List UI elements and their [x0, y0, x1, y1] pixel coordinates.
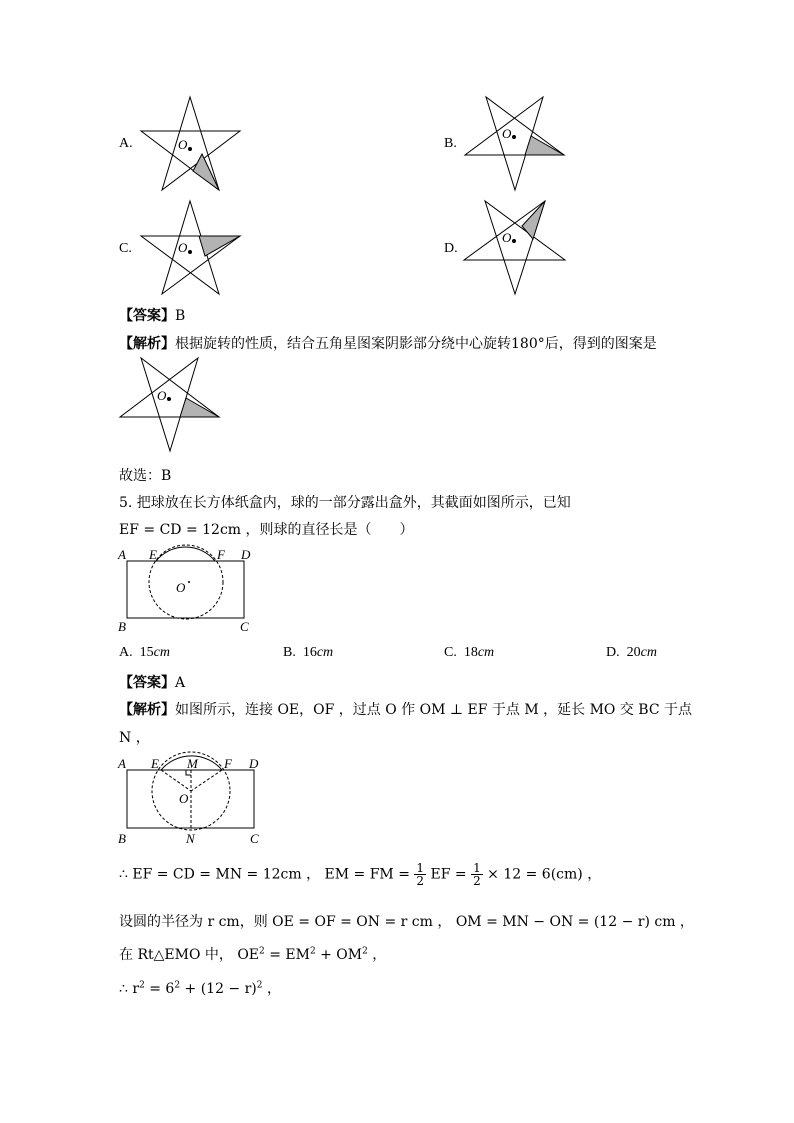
center-o-label-result: O	[157, 388, 167, 403]
fig2-label-n: N	[186, 831, 195, 846]
q5-analysis-label: 【解析】	[119, 702, 175, 718]
fig1-label-f: F	[217, 547, 225, 562]
option-b-label: B.	[444, 136, 457, 151]
fig2-label-c: C	[250, 831, 259, 846]
q5-answer-value: A	[175, 675, 186, 691]
fig2-label-m: M	[187, 756, 198, 771]
q5-option-c: C. 18cm	[444, 645, 495, 660]
q4-answer-label: 【答案】	[119, 308, 175, 324]
q5-step1: ∴ EF = CD = MN = 12cm ， EM = FM = $\frac{1}{2}$ EF = $\frac{1}{2}$ × 12 = 6(cm) ，	[119, 861, 602, 888]
fig2-label-f: F	[224, 756, 232, 771]
q5-stem-line2: EF = CD = 12cm ，则球的直径长是（ ）	[119, 522, 414, 538]
q4-analysis-label: 【解析】	[119, 336, 175, 352]
q5-stem-line1: 5. 把球放在长方体纸盒内，球的一部分露出盒外，其截面如图所示，已知	[119, 495, 571, 511]
fig2-label-o: O	[179, 791, 189, 806]
q5-option-d: D. 20cm	[606, 645, 657, 660]
q5-step2: 设圆的半径为 r cm，则 OE = OF = ON = r cm ， OM = MN − ON = (12 − r) cm ，	[119, 914, 694, 930]
fraction-half-2: $\frac{1}{2}$	[473, 861, 481, 888]
center-o-label-a: O	[178, 137, 188, 152]
q5-option-a: A. 15cm	[119, 645, 170, 660]
q5-option-b: B. 16cm	[283, 645, 334, 660]
q4-analysis-text: 根据旋转的性质，结合五角星图案阴影部分绕中心旋转180°后，得到的图案是	[175, 336, 657, 352]
fig1-label-e: E	[149, 547, 157, 562]
fig1-label-c: C	[240, 619, 249, 634]
fig1-label-b: B	[118, 619, 126, 634]
option-a-label: A.	[119, 136, 133, 151]
center-o-label-d: O	[502, 230, 512, 245]
fig2-label-e: E	[151, 756, 159, 771]
option-d-label: D.	[444, 241, 458, 256]
fig2-label-b: B	[118, 831, 126, 846]
q5-answer-label: 【答案】	[119, 675, 175, 691]
option-c-label: C.	[119, 241, 132, 256]
q5-step3: 在 Rt△EMO 中， $OE^2 = EM^2 + OM^2$ ，	[119, 946, 387, 963]
fig1-label-o: O	[176, 580, 186, 595]
fig1-label-a: A	[118, 547, 126, 562]
q5-step4: ∴ $r^2 = 6^2 + (12 - r)^2$ ，	[119, 980, 281, 997]
q4-conclusion: 故选：B	[119, 468, 172, 484]
fig1-label-d: D	[241, 547, 251, 562]
fig2-label-a: A	[118, 756, 126, 771]
fraction-half-1: $\frac{1}{2}$	[416, 861, 425, 888]
q5-analysis-line2: N ，	[119, 730, 150, 746]
fig2-label-d: D	[249, 756, 259, 771]
q4-answer-value: B	[175, 308, 186, 324]
q5-analysis-line1: 【解析】如图所示，连接 OE，OF ，过点 O 作 OM ⊥ EF 于点 M ，延长 MO 交 BC 于点	[119, 702, 692, 718]
center-o-label-c: O	[178, 240, 188, 255]
center-o-label-b: O	[502, 126, 512, 141]
